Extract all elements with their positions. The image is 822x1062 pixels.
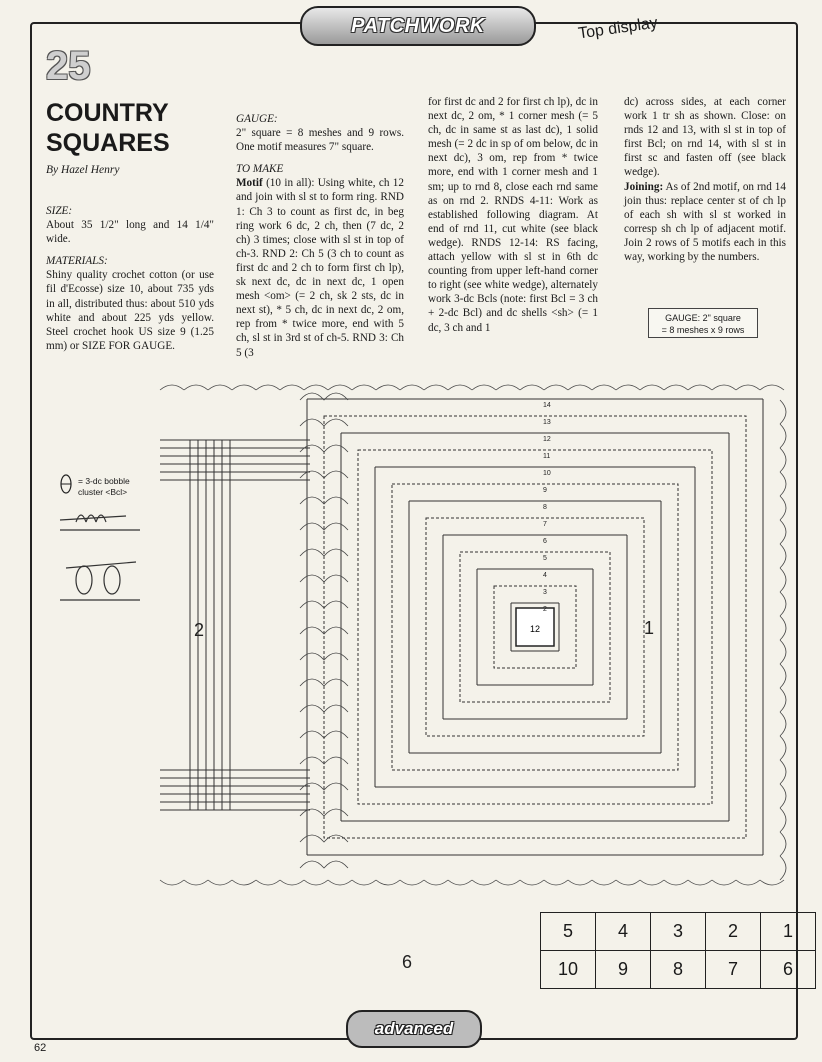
title-line-1: COUNTRY [46, 99, 169, 127]
scallop-edge [780, 496, 786, 520]
scallop-edge [400, 385, 424, 390]
round-label: 2 [543, 606, 547, 613]
scallop-edge [712, 385, 736, 390]
round-label: 12 [543, 436, 551, 443]
motif-instructions [236, 176, 404, 359]
legend-line-2: cluster <Bcl> [78, 487, 128, 497]
scallop-edge [568, 385, 592, 390]
joining-instructions [624, 180, 786, 265]
scallop-edge [780, 592, 786, 616]
scallop-edge [780, 832, 786, 856]
scallop-edge [376, 385, 400, 390]
tomake-label: TO MAKE [236, 163, 284, 176]
size-text: About 35 1/2" long and 14 1/4" wide. [46, 219, 214, 246]
scallop-edge [780, 760, 786, 784]
assembly-row-1 [541, 913, 816, 951]
scallop-edge [520, 880, 544, 885]
scallop-edge [780, 544, 786, 568]
scallop-edge [688, 385, 712, 390]
assembly-cell: 9 [596, 951, 651, 989]
scallop-edge [496, 385, 520, 390]
scallop-edge [448, 385, 472, 390]
scallop-edge [780, 568, 786, 592]
page-title [46, 98, 170, 158]
scallop-edge [736, 880, 760, 885]
assembly-cell: 8 [651, 951, 706, 989]
scallop-edge [232, 385, 256, 390]
round-label: 6 [543, 538, 547, 545]
scallop-edge [520, 385, 544, 390]
center-label: 12 [529, 624, 541, 634]
scallop-edge [616, 880, 640, 885]
scallop-edge [208, 385, 232, 390]
joining-text: As of 2nd motif, on rnd 14 join thus: replace center st of ch lp of each sh with sl st worked in corresp sh ch lp of adjacent motif. Join 2 rows of 5 motifs each in this way, working by the numbers. [624, 180, 786, 264]
title-line-2: SQUARES [46, 129, 170, 157]
scallop-edge [352, 880, 376, 885]
column-3 [428, 95, 598, 335]
crochet-chart-diagram [150, 380, 798, 972]
scallop-edge [780, 712, 786, 736]
scallop-edge [780, 664, 786, 688]
gauge-box [648, 308, 758, 338]
round-label: 10 [543, 470, 551, 477]
scallop-edge [780, 520, 786, 544]
scallop-edge [640, 880, 664, 885]
scallop-edge [472, 385, 496, 390]
round-label: 8 [543, 504, 547, 511]
scallop-edge [616, 385, 640, 390]
scallop-edge [496, 880, 520, 885]
joining-label: Joining: [624, 180, 664, 193]
round-label: 11 [543, 453, 551, 460]
scallop-edge [256, 385, 280, 390]
scallop-edge [160, 385, 184, 390]
scallop-edge [780, 640, 786, 664]
round-label: 7 [543, 521, 547, 528]
scallop-edge [376, 880, 400, 885]
assembly-cell: 1 [761, 913, 816, 951]
gauge-label: GAUGE: [236, 113, 278, 125]
motif-6-label: 6 [402, 952, 413, 972]
gauge-text: 2" square = 8 meshes and 9 rows. One motif measures 7" square. [236, 127, 404, 154]
scallop-edge [592, 880, 616, 885]
column-2 [236, 104, 404, 360]
assembly-grid [540, 912, 816, 989]
round-label: 13 [543, 419, 551, 426]
gauge-box-line-2: = 8 meshes x 9 rows [661, 325, 745, 335]
scallop-edge [352, 385, 376, 390]
scallop-edge [544, 385, 568, 390]
motif-2-label: 2 [194, 620, 205, 640]
scallop-edge [688, 880, 712, 885]
round-label: 5 [543, 555, 547, 562]
scallop-edge [664, 880, 688, 885]
scallop-edge [780, 472, 786, 496]
round-label: 9 [543, 487, 547, 494]
scallop-edge [664, 385, 688, 390]
scallop-edge [328, 385, 352, 390]
scallop-edge [736, 385, 760, 390]
scallop-edge [780, 448, 786, 472]
scallop-edge [184, 385, 208, 390]
scallop-edge [328, 880, 352, 885]
pattern-number: 25 [46, 44, 91, 88]
assembly-cell: 4 [596, 913, 651, 951]
scallop-edge [760, 880, 784, 885]
assembly-cell: 5 [541, 913, 596, 951]
column-4 [624, 95, 786, 264]
scallop-edge [280, 880, 304, 885]
byline: By Hazel Henry [46, 164, 120, 176]
materials-text: Shiny quality crochet cotton (or use fil d'Ecosse) size 10, about 735 yds in all, distributed thus: about 510 yds white and about 225 yds yellow. Steel crochet hook US size 9 (1.25 mm) or SIZE FOR GAUGE. [46, 269, 214, 352]
motif-label: Motif [236, 177, 263, 190]
scallop-edge [780, 424, 786, 448]
round-label: 14 [543, 402, 551, 409]
corner-text: dc) across sides, at each corner work 1 tr sh as shown. Close: on rnds 12 and 13, with sl st in top of first Bcl; on rnd 14, with sl st in first sc and fasten off (see black wedge). [624, 96, 786, 179]
assembly-cell: 10 [541, 951, 596, 989]
assembly-row-2 [541, 951, 816, 989]
shell-edge [300, 861, 348, 868]
scallop-edge [304, 880, 328, 885]
rounds-text: for first dc and 2 for first ch lp), dc in next dc, 2 om, * 1 corner mesh (= 5 ch, dc in same st as last dc), 1 solid mesh (= 2 dc in sp of om below, dc in next dc), 3 om, rep from * twice more, end with 1 corner mesh and 1 sm; up to rnd 8, close each rnd same as on rnd 2. RNDS 4-11: Work as established following diagram. At end of rnd 11, cut white (see black wedge). RNDS 12-14: RS facing, attach yellow with sl st in 6th dc counting from upper left-hand corner to right (see white wedge), alternately work 3-dc Bcls (note: first Bcl = 3 ch + 2-dc Bcl) and dc shells <sh> (= 1 dc, 3 ch and 1 [428, 96, 598, 334]
scallop-edge [640, 385, 664, 390]
column-1 [46, 196, 214, 353]
scallop-edge [760, 385, 784, 390]
materials-label: MATERIALS: [46, 255, 108, 268]
scallop-edge [780, 616, 786, 640]
section-banner: PATCHWORK [300, 6, 536, 46]
assembly-cell: 6 [761, 951, 816, 989]
scallop-edge [568, 880, 592, 885]
scallop-edge [424, 385, 448, 390]
hook-illustration-icon [60, 515, 140, 600]
bobble-legend [78, 476, 130, 498]
assembly-cell: 7 [706, 951, 761, 989]
scallop-edge [712, 880, 736, 885]
scallop-edge [256, 880, 280, 885]
scallop-edge [780, 688, 786, 712]
scallop-edge [780, 808, 786, 832]
assembly-cell: 2 [706, 913, 761, 951]
scallop-edge [592, 385, 616, 390]
top-display-label: Top display [577, 14, 659, 43]
scallop-edge [544, 880, 568, 885]
motif-text: (10 in all): Using white, ch 12 and join with sl st to form ring. RND 1: Ch 3 to count as first dc, in beg ring work 6 dc, 2 ch, then (7 dc, 2 ch) 3 times; close with sl st in top of ch-3. RND 2: Ch 5 (3 ch to count as first dc and 2 ch to form first ch lp), sk next dc, dc in next dc, 1 open mesh <om> (= 2 ch, sk 2 sts, dc in next st), * 5 ch, dc in next dc, 2 om, rep from * twice more, end with 5 ch, sl st in 3rd st of ch-5. RND 3: Ch 5 (3 [236, 177, 404, 359]
legend-line-1: = 3-dc bobble [78, 476, 130, 486]
scallop-edge [160, 880, 184, 885]
gauge-box-line-1: GAUGE: 2" square [665, 313, 741, 323]
scallop-edge [280, 385, 304, 390]
round-label: 4 [543, 572, 547, 579]
scallop-edge [208, 880, 232, 885]
page-number: 62 [34, 1042, 47, 1054]
scallop-edge [780, 400, 786, 424]
motif-1-label: 1 [644, 618, 655, 638]
difficulty-badge: advanced [346, 1010, 482, 1048]
scallop-edge [232, 880, 256, 885]
size-label: SIZE: [46, 205, 73, 217]
scallop-edge [400, 880, 424, 885]
scallop-edge [780, 784, 786, 808]
assembly-cell: 3 [651, 913, 706, 951]
scallop-edge [780, 856, 786, 880]
scallop-edge [424, 880, 448, 885]
scallop-edge [184, 880, 208, 885]
scallop-edge [472, 880, 496, 885]
scallop-edge [448, 880, 472, 885]
scallop-edge [780, 736, 786, 760]
round-label: 3 [543, 589, 547, 596]
scallop-edge [304, 385, 328, 390]
